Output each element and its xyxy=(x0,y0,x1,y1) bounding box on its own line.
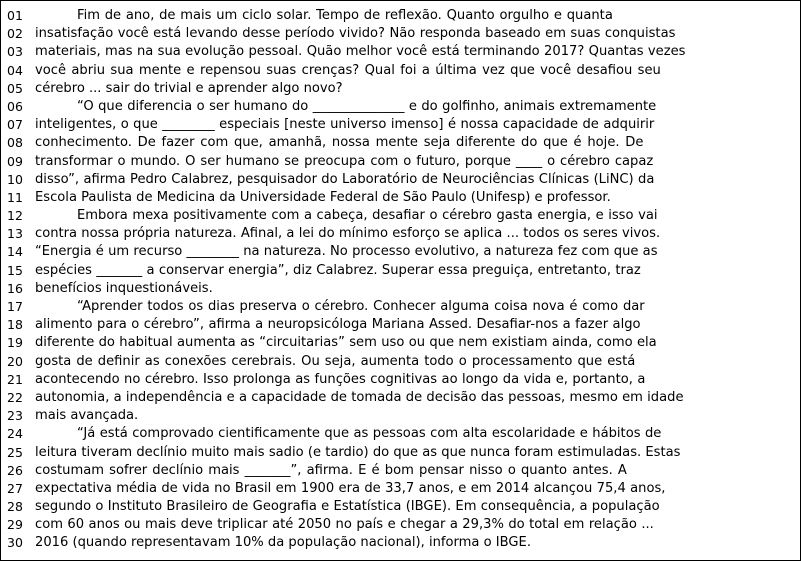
document-line xyxy=(35,516,792,534)
line-number: 13 xyxy=(7,226,23,242)
document-line xyxy=(35,316,792,334)
document-line xyxy=(35,480,792,498)
document-line xyxy=(35,80,792,98)
document-line xyxy=(35,298,792,316)
document-line-text: expectativa média de vida no Brasil em 1900 era de 33,7 anos, e em 2014 alcançou 75,4 anos, xyxy=(35,480,666,496)
document-line-text: leitura tiveram declínio muito mais sadio (e tardio) do que as que nunca foram estimuladas. Estas xyxy=(35,444,681,460)
document-line-text: segundo o Instituto Brasileiro de Geografia e Estatística (IBGE). Em consequência, a população xyxy=(35,499,660,515)
document-line-text: autonomia, a independência e a capacidade de tomada de decisão das pessoas, mesmo em idade xyxy=(35,389,684,405)
document-line-text: “Energia é um recurso ________ na natureza. No processo evolutivo, a natureza fez com que as xyxy=(35,244,658,260)
document-line-text: com 60 anos ou mais deve triplicar até 2050 no país e chegar a 29,3% do total em relação ... xyxy=(35,517,654,533)
line-number: 11 xyxy=(7,189,23,205)
line-number: 24 xyxy=(7,426,23,442)
document-line-text: Embora mexa positivamente com a cabeça, desafiar o cérebro gasta energia, e isso vai xyxy=(77,208,658,224)
document-line-text: cérebro ... sair do trivial e aprender algo novo? xyxy=(35,80,343,96)
document-line xyxy=(35,243,792,261)
line-number: 26 xyxy=(7,462,23,478)
document-line xyxy=(35,225,792,243)
document-line-text: costumam sofrer declínio mais _______”, afirma. E é bom pensar nisso o quanto antes. A xyxy=(35,462,627,478)
document-line xyxy=(35,62,792,80)
document-line xyxy=(35,25,792,43)
document-line xyxy=(35,153,792,171)
document-line-text: transformar o mundo. O ser humano se preocupa com o futuro, porque ____ o cérebro capaz xyxy=(35,153,654,169)
document-line-text: inteligentes, o que ________ especiais [neste universo imenso] é nossa capacidade de adquirir xyxy=(35,117,655,133)
document-line-text: contra nossa própria natureza. Afinal, a lei do mínimo esforço se aplica ... todos os seres vivos. xyxy=(35,226,661,242)
document-line-text: “O que diferencia o ser humano do ______________ e do golfinho, animais extremamente xyxy=(77,98,657,114)
document-line xyxy=(35,134,792,152)
line-number: 03 xyxy=(7,44,23,60)
document-line-text: materiais, mas na sua evolução pessoal. Quão melhor você está terminando 2017? Quantas vezes xyxy=(35,44,686,60)
document-line-text: espécies _______ a conservar energia”, diz Calabrez. Superar essa preguiça, entretanto, traz xyxy=(35,262,641,278)
document-line-text: mais avançada. xyxy=(35,408,139,424)
line-number: 10 xyxy=(7,171,23,187)
document-text-column[interactable] xyxy=(35,7,800,553)
document-line xyxy=(35,189,792,207)
document-line-text: Fim de ano, de mais um ciclo solar. Tempo de reflexão. Quanto orgulho e quanta xyxy=(77,8,613,23)
line-number: 14 xyxy=(7,244,23,260)
document-line xyxy=(35,498,792,516)
line-number: 29 xyxy=(7,517,23,533)
document-line-text: acontecendo no cérebro. Isso prolonga as funções cognitivas ao longo da vida e, portanto, a xyxy=(35,371,646,387)
line-number: 20 xyxy=(7,353,23,369)
document-line xyxy=(35,389,792,407)
document-line xyxy=(35,371,792,389)
line-number: 16 xyxy=(7,280,23,296)
line-number: 06 xyxy=(7,98,23,114)
line-number: 21 xyxy=(7,371,23,387)
line-number: 18 xyxy=(7,317,23,333)
document-body xyxy=(1,1,800,553)
document-line xyxy=(35,43,792,61)
document-line-text: “Aprender todos os dias preserva o cérebro. Conhecer alguma coisa nova é como dar xyxy=(77,299,645,314)
document-line xyxy=(35,98,792,116)
line-number: 25 xyxy=(7,444,23,460)
document-line-text: alimento para o cérebro”, afirma a neuropsicóloga Mariana Assed. Desafiar-nos a fazer algo xyxy=(35,317,641,333)
document-line-text: insatisfação você está levando desse período vivido? Não responda baseado em suas conquistas xyxy=(35,26,676,42)
line-number: 02 xyxy=(7,26,23,42)
document-line xyxy=(35,407,792,425)
line-number: 08 xyxy=(7,135,23,151)
line-number: 30 xyxy=(7,535,23,551)
document-line xyxy=(35,462,792,480)
document-line-text: conhecimento. De fazer com que, amanhã, nossa mente seja diferente do que é hoje. De xyxy=(35,135,644,151)
document-line-text: “Já está comprovado cientificamente que as pessoas com alta escolaridade e hábitos de xyxy=(77,426,662,442)
line-number-gutter xyxy=(1,7,35,553)
line-number: 23 xyxy=(7,408,23,424)
line-number: 19 xyxy=(7,335,23,351)
document-line xyxy=(35,280,792,298)
document-line xyxy=(35,171,792,189)
document-line xyxy=(35,534,792,552)
document-line xyxy=(35,262,792,280)
document-line xyxy=(35,207,792,225)
document-line xyxy=(35,353,792,371)
line-number: 15 xyxy=(7,262,23,278)
document-line-text: gosta de definir as conexões cerebrais. Ou seja, aumenta todo o processamento que está xyxy=(35,353,636,369)
line-number: 17 xyxy=(7,299,23,314)
line-number: 28 xyxy=(7,499,23,515)
document-line-text: disso”, afirma Pedro Calabrez, pesquisador do Laboratório de Neurociências Clínicas (LiNC) da xyxy=(35,171,655,187)
line-number: 07 xyxy=(7,117,23,133)
document-line-text: Escola Paulista de Medicina da Universidade Federal de São Paulo (Unifesp) e professor. xyxy=(35,189,611,205)
document-line-text: benefícios inquestionáveis. xyxy=(35,280,213,296)
line-number: 22 xyxy=(7,389,23,405)
line-number: 12 xyxy=(7,208,23,224)
document-line xyxy=(35,7,792,25)
line-number: 09 xyxy=(7,153,23,169)
document-line-text: 2016 (quando representavam 10% da população nacional), informa o IBGE. xyxy=(35,535,531,551)
document-line-text: você abriu sua mente e repensou suas crenças? Qual foi a última vez que você desafiou seu xyxy=(35,62,661,78)
document-line xyxy=(35,334,792,352)
line-number: 05 xyxy=(7,80,23,96)
document-line xyxy=(35,425,792,443)
document-line xyxy=(35,444,792,462)
line-number: 04 xyxy=(7,62,23,78)
document-line-text: diferente do habitual aumenta as “circuitarias” sem uso ou que nem existiam ainda, como ela xyxy=(35,335,657,351)
document-line xyxy=(35,116,792,134)
line-number: 01 xyxy=(7,8,23,23)
line-number: 27 xyxy=(7,480,23,496)
